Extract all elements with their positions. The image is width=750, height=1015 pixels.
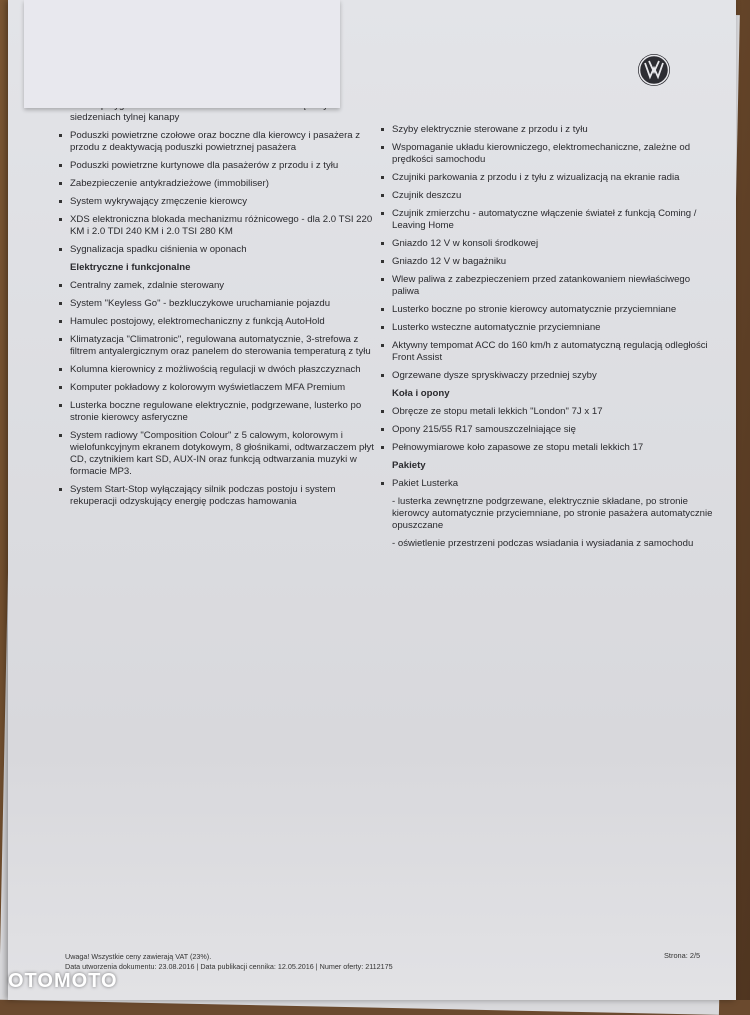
spec-item (378, 406, 718, 418)
bullet-icon (381, 308, 384, 311)
sticky-note-cover (24, 0, 340, 108)
spec-item (56, 214, 378, 238)
spec-item-text: System Start-Stop wyłączający silnik podczas postoju i system rekuperacji odzyskujący energię podczas hamowania (70, 484, 336, 507)
spec-item-text: Pakiet Lusterka (392, 478, 459, 489)
spec-item-text: Aktywny tempomat ACC do 160 km/h z automatyczną regulacją odległości Front Assist (392, 340, 708, 363)
spec-item (56, 382, 378, 394)
bullet-icon (59, 164, 62, 167)
bullet-icon (59, 368, 62, 371)
document-dates: Data utworzenia dokumentu: 23.08.2016 | Data publikacji cennika: 12.05.2016 | Numer oferty: 2112175 (65, 961, 393, 971)
spec-item-text: Lusterko boczne po stronie kierowcy automatycznie przyciemniane (392, 304, 677, 315)
bullet-icon (381, 374, 384, 377)
spec-item (378, 424, 718, 436)
spec-item-text: Czujnik deszczu (392, 190, 462, 201)
bullet-icon (381, 146, 384, 149)
spec-item (378, 208, 718, 232)
bullet-icon (381, 326, 384, 329)
spec-item (378, 304, 718, 316)
bullet-icon (59, 134, 62, 137)
spec-item (378, 322, 718, 334)
bullet-icon (381, 242, 384, 245)
spec-item (56, 484, 378, 508)
spec-item (378, 142, 718, 166)
document-page (8, 0, 736, 1000)
spec-item-text: Komputer pokładowy z kolorowym wyświetlaczem MFA Premium (70, 382, 346, 393)
vat-notice: Uwaga! Wszystkie ceny zawierają VAT (23%). (65, 952, 212, 961)
spec-item-text: Centralny zamek, zdalnie sterowany (70, 280, 225, 291)
spec-item-text: System wykrywający zmęczenie kierowcy (70, 196, 247, 207)
bullet-icon (381, 176, 384, 179)
spec-item-text: Czujniki parkowania z przodu i z tyłu z wizualizacją na ekranie radia (392, 172, 680, 183)
spec-item (378, 478, 718, 490)
spec-item (56, 364, 378, 376)
spec-item (378, 124, 718, 136)
section-heading: Elektryczne i funkcjonalne (70, 262, 191, 273)
page-number: Strona: 2/5 (664, 951, 701, 960)
spec-item (56, 298, 378, 310)
spec-item (56, 280, 378, 292)
spec-item-text: Pełnowymiarowe koło zapasowe ze stopu metali lekkich 17 (392, 442, 644, 453)
spec-item-text: Opony 215/55 R17 samouszczelniające się (392, 424, 576, 435)
bullet-icon (59, 200, 62, 203)
spec-item-text: Obręcze ze stopu metali lekkich "London" 7J x 17 (392, 406, 603, 417)
document-footer (65, 952, 393, 971)
bullet-icon (59, 284, 62, 287)
vw-logo-icon (638, 54, 670, 86)
spec-item-text: Wspomaganie układu kierowniczego, elektromechaniczne, zależne od prędkości samochodu (392, 142, 691, 165)
bullet-icon (59, 434, 62, 437)
spec-item (378, 442, 718, 454)
section-heading: Koła i opony (392, 388, 450, 399)
spec-item (56, 196, 378, 208)
bullet-icon (381, 344, 384, 347)
spec-item (378, 256, 718, 268)
spec-item (56, 334, 378, 358)
sub-item: - oświetlenie przestrzeni podczas wsiadania i wysiadania z samochodu (392, 538, 694, 549)
bullet-icon (59, 248, 62, 251)
bullet-icon (381, 446, 384, 449)
bullet-icon (381, 278, 384, 281)
spec-item-text: Czujnik zmierzchu - automatyczne włączenie świateł z funkcją Coming / Leaving Home (392, 208, 697, 231)
bullet-icon (381, 428, 384, 431)
spec-item (56, 316, 378, 328)
spec-item (378, 274, 718, 298)
bullet-icon (59, 488, 62, 491)
spec-item (56, 130, 378, 154)
spec-item (378, 172, 718, 184)
right-spec-column (378, 124, 718, 556)
spec-item-text: Zabezpieczenie antykradzieżowe (immobiliser) (70, 178, 269, 189)
bullet-icon (381, 482, 384, 485)
spec-item (378, 340, 718, 364)
spec-item (56, 160, 378, 172)
spec-item (56, 430, 378, 478)
spec-item-text: Poduszki powietrzne czołowe oraz boczne dla kierowcy i pasażera z przodu z deaktywacją poduszki powietrznej pasażera (70, 130, 361, 153)
spec-item-text: Sygnalizacja spadku ciśnienia w oponach (70, 244, 247, 255)
spec-item (378, 370, 718, 382)
spec-item-text: System "Keyless Go" - bezkluczykowe uruchamianie pojazdu (70, 298, 331, 309)
spec-item (56, 178, 378, 190)
spec-item (56, 244, 378, 256)
bullet-icon (59, 386, 62, 389)
left-spec-column (56, 100, 378, 514)
spec-item-text: Gniazdo 12 V w bagażniku (392, 256, 507, 267)
spec-item-text: Klimatyzacja "Climatronic", regulowana automatycznie, 3-strefowa z filtrem antyalergicznym oraz panelem do sterowania temperaturą z tyłu (70, 334, 371, 357)
spec-item-text: Gniazdo 12 V w konsoli środkowej (392, 238, 539, 249)
bullet-icon (59, 302, 62, 305)
spec-item (378, 238, 718, 250)
spec-item-text: Lusterko wsteczne automatycznie przyciemniane (392, 322, 601, 333)
spec-item-text: Hamulec postojowy, elektromechaniczny z funkcją AutoHold (70, 316, 325, 327)
spec-item-text: Poduszki powietrzne kurtynowe dla pasażerów z przodu i z tyłu (70, 160, 339, 171)
bullet-icon (59, 338, 62, 341)
bullet-icon (381, 410, 384, 413)
spec-item-text: System radiowy "Composition Colour" z 5 calowym, kolorowym i wielofunkcyjnym ekranem dotykowym, 8 głośnikami, odtwarzaczem płyt CD, czytnikiem kart SD, AUX-IN oraz funkcją odtwarzania muzyki w formacie MP3. (70, 430, 374, 477)
bullet-icon (59, 182, 62, 185)
bullet-icon (381, 194, 384, 197)
spec-item (56, 400, 378, 424)
bullet-icon (381, 212, 384, 215)
spec-item-text: Wlew paliwa z zabezpieczeniem przed zatankowaniem niewłaściwego paliwa (392, 274, 691, 297)
bullet-icon (59, 218, 62, 221)
section-heading: Pakiety (392, 460, 426, 471)
spec-item-text: Ogrzewane dysze spryskiwaczy przedniej szyby (392, 370, 597, 381)
spec-item-text: Kolumna kierownicy z możliwością regulacji w dwóch płaszczyznach (70, 364, 361, 375)
bullet-icon (381, 260, 384, 263)
spec-item-text: Szyby elektrycznie sterowane z przodu i z tyłu (392, 124, 588, 135)
otomoto-watermark: OTOMOTO (8, 970, 118, 992)
spec-item-text: XDS elektroniczna blokada mechanizmu różnicowego - dla 2.0 TSI 220 KM i 2.0 TDI 240 KM i 2.0 TSI 280 KM (70, 214, 373, 237)
sub-item: - lusterka zewnętrzne podgrzewane, elektrycznie składane, po stronie kierowcy automatycznie przyciemniane, po stronie pasażera automatycznie opuszczane (392, 496, 713, 531)
spec-item (378, 190, 718, 202)
bullet-icon (381, 128, 384, 131)
bullet-icon (59, 320, 62, 323)
bullet-icon (59, 404, 62, 407)
spec-item-text: siedzeniach tylnej kanapy (70, 112, 180, 123)
spec-item-text: Lusterka boczne regulowane elektrycznie, podgrzewane, lusterko po stronie kierowcy asferyczne (70, 400, 362, 423)
